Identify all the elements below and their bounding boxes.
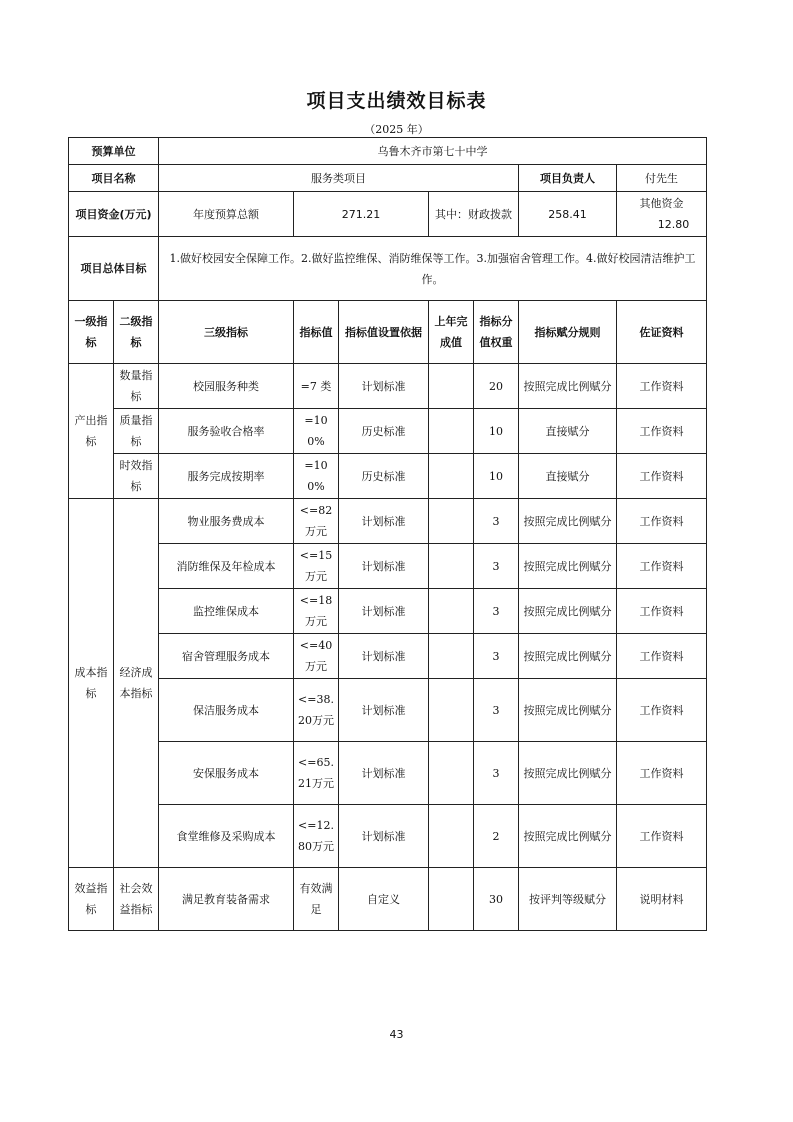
row-value: <=65.21万元 (294, 742, 339, 805)
row-name: 服务验收合格率 (159, 409, 294, 454)
row-value: <=15万元 (294, 544, 339, 589)
row-rule: 按照完成比例赋分 (519, 499, 617, 544)
header-rule: 指标赋分规则 (519, 301, 617, 364)
row-evidence: 工作资料 (617, 634, 707, 679)
header-level2: 二级指标 (114, 301, 159, 364)
row-weight: 10 (474, 409, 519, 454)
header-weight: 指标分值权重 (474, 301, 519, 364)
row-name: 安保服务成本 (159, 742, 294, 805)
row-weight: 3 (474, 544, 519, 589)
row-name: 服务完成按期率 (159, 454, 294, 499)
row-rule: 按照完成比例赋分 (519, 589, 617, 634)
row-evidence: 工作资料 (617, 805, 707, 868)
row-basis: 计划标准 (339, 742, 429, 805)
subgroup-timeliness: 时效指标 (114, 454, 159, 499)
page-title: 项目支出绩效目标表 (306, 90, 487, 112)
row-name: 保洁服务成本 (159, 679, 294, 742)
row-evidence: 工作资料 (617, 742, 707, 805)
annual-total-label: 年度预算总额 (159, 192, 294, 237)
row-last-year (429, 454, 474, 499)
row-weight: 3 (474, 499, 519, 544)
row-value: 有效满足 (294, 868, 339, 931)
header-level3: 三级指标 (159, 301, 294, 364)
performance-table (68, 137, 707, 931)
row-rule: 按照完成比例赋分 (519, 805, 617, 868)
funds-label: 项目资金(万元) (69, 192, 159, 237)
subgroup-quality: 质量指标 (114, 409, 159, 454)
row-rule: 按照完成比例赋分 (519, 364, 617, 409)
row-weight: 3 (474, 589, 519, 634)
row-basis: 计划标准 (339, 589, 429, 634)
row-basis: 历史标准 (339, 454, 429, 499)
row-rule: 按评判等级赋分 (519, 868, 617, 931)
row-last-year (429, 679, 474, 742)
row-rule: 按照完成比例赋分 (519, 679, 617, 742)
row-weight: 2 (474, 805, 519, 868)
row-evidence: 工作资料 (617, 409, 707, 454)
row-name: 校园服务种类 (159, 364, 294, 409)
row-last-year (429, 634, 474, 679)
unit-label: 预算单位 (69, 138, 159, 165)
page-number: 43 (389, 1028, 404, 1041)
group-benefit: 效益指标 (69, 868, 114, 931)
other-funds-value (617, 192, 707, 237)
project-name-value: 服务类项目 (159, 165, 519, 192)
row-name: 食堂维修及采购成本 (159, 805, 294, 868)
row-rule: 直接赋分 (519, 454, 617, 499)
row-basis: 计划标准 (339, 499, 429, 544)
header-basis: 指标值设置依据 (339, 301, 429, 364)
row-weight: 10 (474, 454, 519, 499)
row-last-year (429, 364, 474, 409)
year-label: （2025 年） (364, 123, 429, 136)
row-weight: 3 (474, 634, 519, 679)
row-value: <=38.20万元 (294, 679, 339, 742)
fiscal-label: 其中：财政拨款 (429, 192, 519, 237)
row-last-year (429, 544, 474, 589)
row-value: =100% (294, 454, 339, 499)
other-funds-label: 其他资金 (639, 197, 684, 210)
row-basis: 历史标准 (339, 409, 429, 454)
row-weight: 3 (474, 742, 519, 805)
row-evidence: 工作资料 (617, 589, 707, 634)
row-name: 满足教育装备需求 (159, 868, 294, 931)
row-last-year (429, 499, 474, 544)
row-last-year (429, 589, 474, 634)
row-last-year (429, 742, 474, 805)
goal-label: 项目总体目标 (69, 237, 159, 301)
row-last-year (429, 409, 474, 454)
subgroup-social: 社会效益指标 (114, 868, 159, 931)
row-name: 监控维保成本 (159, 589, 294, 634)
row-rule: 按照完成比例赋分 (519, 742, 617, 805)
group-output: 产出指标 (69, 364, 114, 499)
row-evidence: 工作资料 (617, 454, 707, 499)
group-cost: 成本指标 (69, 499, 114, 868)
row-basis: 计划标准 (339, 364, 429, 409)
header-evidence: 佐证资料 (617, 301, 707, 364)
subgroup-economic: 经济成本指标 (114, 499, 159, 868)
row-basis: 自定义 (339, 868, 429, 931)
row-evidence: 工作资料 (617, 679, 707, 742)
row-weight: 3 (474, 679, 519, 742)
row-evidence: 说明材料 (617, 868, 707, 931)
leader-label: 项目负责人 (519, 165, 617, 192)
header-last-year: 上年完成值 (429, 301, 474, 364)
row-value: =7 类 (294, 364, 339, 409)
row-weight: 20 (474, 364, 519, 409)
project-name-label: 项目名称 (69, 165, 159, 192)
other-funds-amount: 12.80 (657, 218, 690, 231)
row-basis: 计划标准 (339, 679, 429, 742)
goal-value: 1.做好校园安全保障工作。2.做好监控维保、消防维保等工作。3.加强宿舍管理工作。4.做好校园清洁维护工作。 (159, 237, 707, 301)
row-value: =100% (294, 409, 339, 454)
row-rule: 按照完成比例赋分 (519, 544, 617, 589)
row-basis: 计划标准 (339, 805, 429, 868)
row-evidence: 工作资料 (617, 499, 707, 544)
row-name: 消防维保及年检成本 (159, 544, 294, 589)
unit-value: 乌鲁木齐市第七十中学 (159, 138, 707, 165)
row-value: <=18万元 (294, 589, 339, 634)
header-value: 指标值 (294, 301, 339, 364)
annual-total-value: 271.21 (294, 192, 429, 237)
row-evidence: 工作资料 (617, 364, 707, 409)
header-level1: 一级指标 (69, 301, 114, 364)
row-weight: 30 (474, 868, 519, 931)
row-last-year (429, 805, 474, 868)
row-rule: 直接赋分 (519, 409, 617, 454)
row-value: <=12.80万元 (294, 805, 339, 868)
row-name: 物业服务费成本 (159, 499, 294, 544)
leader-value: 付先生 (617, 165, 707, 192)
row-name: 宿舍管理服务成本 (159, 634, 294, 679)
row-value: <=40万元 (294, 634, 339, 679)
row-last-year (429, 868, 474, 931)
row-evidence: 工作资料 (617, 544, 707, 589)
row-rule: 按照完成比例赋分 (519, 634, 617, 679)
row-value: <=82万元 (294, 499, 339, 544)
row-basis: 计划标准 (339, 544, 429, 589)
subgroup-quantity: 数量指标 (114, 364, 159, 409)
row-basis: 计划标准 (339, 634, 429, 679)
fiscal-value: 258.41 (519, 192, 617, 237)
